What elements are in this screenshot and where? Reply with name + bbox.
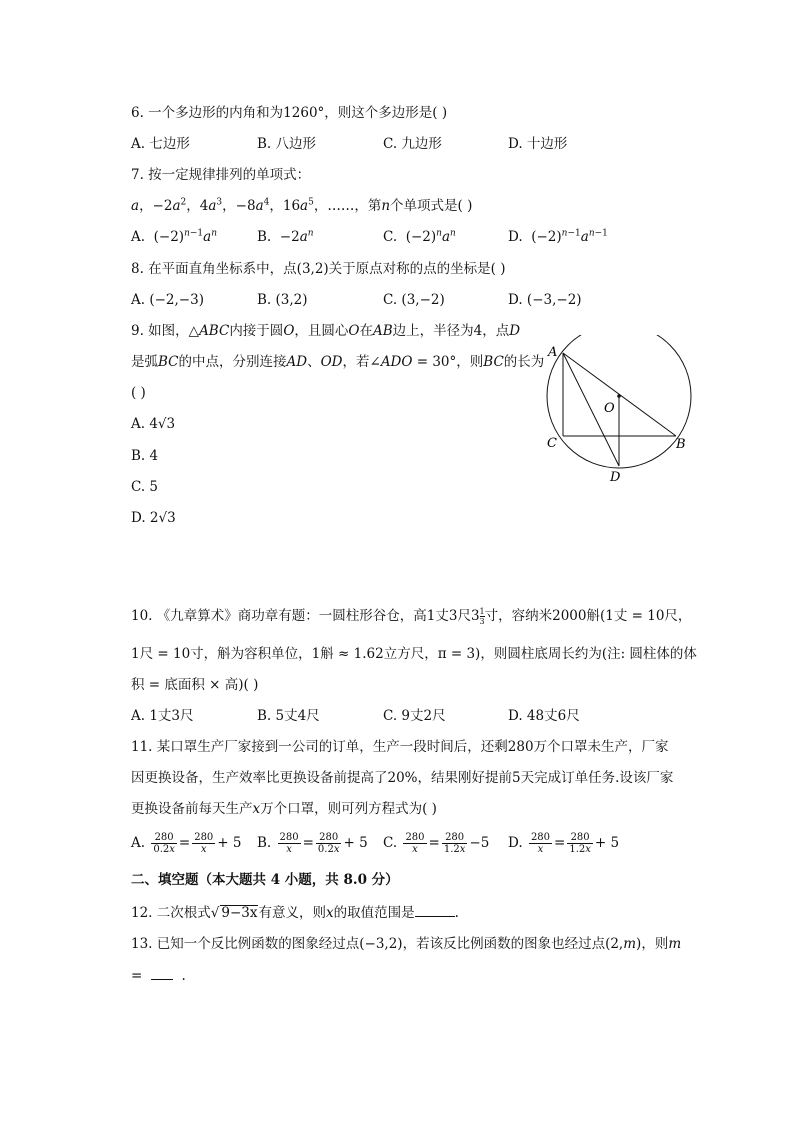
q6-option-b: B. 八边形 [257, 136, 317, 152]
q10-option-a: A. 1丈3尺 [131, 708, 194, 724]
section-fill-in-header: 二、填空题（本大题共 4 小题，共 8.0 分） [131, 872, 399, 888]
q13-stem-line2: = . [131, 965, 186, 986]
q8-option-d: D. (−3,−2) [508, 292, 582, 308]
q7-option-d: D. $(-2)^{n-1}a^{n-1}$ [508, 228, 608, 245]
q10-stem-line1: 10. 《九章算术》商功章有题：一圆柱形谷仓，高1丈3尺3 $\frac{1}{3}$ 寸，容纳米2000斛(1丈 = 10尺， [131, 607, 692, 626]
q11-option-b: B. $\frac{280}{x}$ = $\frac{280}{0.2x}$ + 5 [257, 832, 368, 855]
q11-stem-line1: 11. 某口罩生产厂家接到一公司的订单，生产一段时间后，还剩280万个口罩未生产，厂家 [131, 739, 669, 755]
q7-option-c: C. $(-2)^na^n$ [383, 228, 456, 245]
q11-stem-line3: 更换设备前每天生产x万个口罩，则可列方程式为( ) [131, 801, 437, 817]
q11-stem-line2: 因更换设备，生产效率比更换设备前提高了20%，结果刚好提前5天完成订单任务.设该厂家 [131, 770, 674, 786]
q9-stem-line3: ( ) [131, 385, 146, 401]
center-point [617, 394, 621, 398]
q13-answer-blank[interactable] [151, 965, 173, 980]
q9-option-d: D. 2√3 [131, 510, 176, 526]
label-a: A [548, 345, 558, 360]
q6-stem: 6. 一个多边形的内角和为1260°，则这个多边形是( ) [131, 105, 448, 121]
label-c: C [547, 436, 557, 451]
q13-stem-line1: 13. 已知一个反比例函数的图象经过点(−3,2)，若该反比例函数的图象也经过点(2,m)，则m [131, 936, 682, 952]
q9-option-a: A. 4√3 [131, 416, 176, 432]
q6-option-d: D. 十边形 [508, 136, 568, 152]
q7-option-a: A. $(-2)^{n-1}a^n$ [131, 228, 218, 245]
q10-option-d: D. 48丈6尺 [508, 708, 580, 724]
q10-stem-line2: 1尺 = 10寸，斛为容积单位，1斛 ≈ 1.62立方尺，π = 3)，则圆柱底周长约为(注: 圆柱体的体 [131, 646, 697, 662]
q9-stem-line2: 是弧BC的中点，分别连接AD、OD，若∠ADO = 30°，则BC的长为 [131, 354, 545, 370]
q10-option-b: B. 5丈4尺 [257, 708, 320, 724]
q10-stem-line3: 积 = 底面积 × 高)( ) [131, 677, 259, 693]
q6-option-c: C. 九边形 [383, 136, 442, 152]
q8-option-c: C. (3,−2) [383, 292, 445, 308]
q7-stem: 7. 按一定规律排列的单项式： [131, 167, 311, 183]
q6-option-a: A. 七边形 [131, 136, 190, 152]
q9-stem-line1: 9. 如图，△ABC内接于圆O，且圆心O在AB边上，半径为4，点D [131, 323, 521, 339]
q11-option-a: A. $\frac{280}{0.2x}$ = $\frac{280}{x}$ + 5 [131, 832, 242, 855]
q11-option-c: C. $\frac{280}{x}$ = $\frac{280}{1.2x}$ −5 [383, 832, 490, 855]
label-d: D [610, 470, 621, 485]
q9-option-b: B. 4 [131, 448, 159, 464]
label-o: O [604, 401, 615, 416]
q9-option-c: C. 5 [131, 479, 159, 495]
q8-option-b: B. (3,2) [257, 292, 308, 308]
q7-option-b: B. $-2a^n$ [257, 228, 314, 245]
q11-option-d: D. $\frac{280}{x}$ = $\frac{280}{1.2x}$ + 5 [508, 832, 620, 855]
q8-stem: 8. 在平面直角坐标系中，点(3,2)关于原点对称的点的坐标是( ) [131, 261, 506, 277]
label-b: B [676, 437, 686, 452]
q12-answer-blank[interactable] [415, 902, 455, 917]
q8-option-a: A. (−2,−3) [131, 292, 204, 308]
q9-circle-figure [540, 335, 700, 485]
q10-option-c: C. 9丈2尺 [383, 708, 446, 724]
q12-stem: 12. 二次根式√ 9−3x有意义，则x的取值范围是 . [131, 902, 459, 923]
q7-sequence: a，$-2a^2$，$4a^3$，$-8a^4$，$16a^5$，……，第n个单项式是( ) [131, 197, 473, 214]
